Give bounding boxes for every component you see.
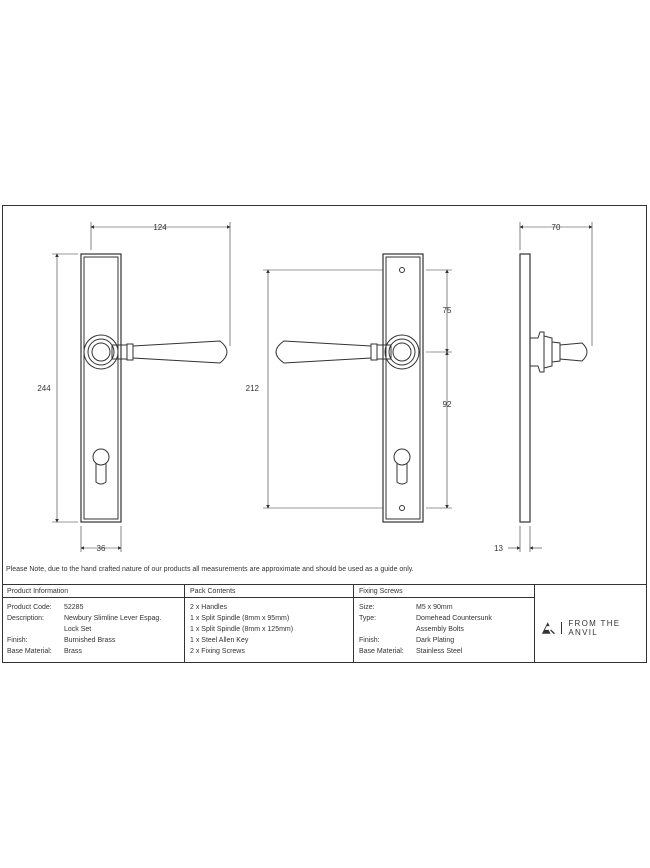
pack-item: 1 x Steel Allen Key <box>190 637 249 644</box>
logo-divider <box>561 622 562 634</box>
dim-plate-width: 36 <box>96 544 106 553</box>
spec-label: Base Material: <box>7 648 52 655</box>
spec-value: M5 x 90mm <box>416 604 453 611</box>
product-information-column <box>2 585 185 663</box>
fixing-screws-heading: Fixing Screws <box>354 585 534 598</box>
spec-label: Finish: <box>7 637 28 644</box>
spec-value: Newbury Slimline Lever Espag. <box>64 615 162 622</box>
brand-logo <box>540 619 650 637</box>
dim-front-width: 124 <box>153 223 167 232</box>
dim-lower-spacing: 92 <box>442 400 452 409</box>
pack-item: 2 x Fixing Screws <box>190 648 245 655</box>
spec-row <box>359 648 463 655</box>
spec-label: Finish: <box>359 637 380 644</box>
spec-row <box>359 615 492 622</box>
dim-side-thickness: 13 <box>494 544 503 553</box>
spec-value: Dark Plating <box>416 637 455 644</box>
spec-label: Size: <box>359 604 375 611</box>
dim-upper-spacing: 75 <box>442 306 452 315</box>
pack-item: 1 x Split Spindle (8mm x 95mm) <box>190 615 290 622</box>
anvil-a-logo-icon <box>540 621 555 635</box>
spec-value: Assembly Bolts <box>416 626 464 633</box>
dim-side-projection: 70 <box>551 223 561 232</box>
product-information-heading: Product Information <box>2 585 184 598</box>
spec-label: Description: <box>7 615 44 622</box>
spec-value: Lock Set <box>64 626 92 633</box>
spec-label: Product Code: <box>7 604 52 611</box>
spec-label: Type: <box>359 615 377 622</box>
center-view <box>276 254 423 522</box>
front-view <box>81 254 227 522</box>
spec-value: 52285 <box>64 604 84 611</box>
fixing-screws-column <box>354 585 535 663</box>
brand-name: FROM THE ANVIL <box>568 619 621 637</box>
spec-row <box>7 604 84 611</box>
spec-row <box>359 637 455 644</box>
dim-center-height: 212 <box>245 384 259 393</box>
spec-value: Burnished Brass <box>64 637 116 644</box>
pack-contents-column <box>185 585 354 663</box>
disclaimer-note: Please Note, due to the hand crafted nature of our products all measurements are approximate and should be used as a guide only. <box>6 566 414 573</box>
spec-row <box>7 648 82 655</box>
side-view <box>520 254 587 522</box>
spec-label: Base Material: <box>359 648 404 655</box>
pack-item: 1 x Split Spindle (8mm x 125mm) <box>190 626 294 633</box>
spec-row <box>7 637 116 644</box>
spec-row <box>359 604 453 611</box>
spec-value: Domehead Countersunk <box>416 615 492 622</box>
spec-value: Stainless Steel <box>416 648 463 655</box>
pack-item: 2 x Handles <box>190 604 227 611</box>
dim-front-height: 244 <box>37 384 51 393</box>
pack-contents-heading: Pack Contents <box>185 585 353 598</box>
spec-row <box>7 615 162 622</box>
spec-value: Brass <box>64 648 82 655</box>
